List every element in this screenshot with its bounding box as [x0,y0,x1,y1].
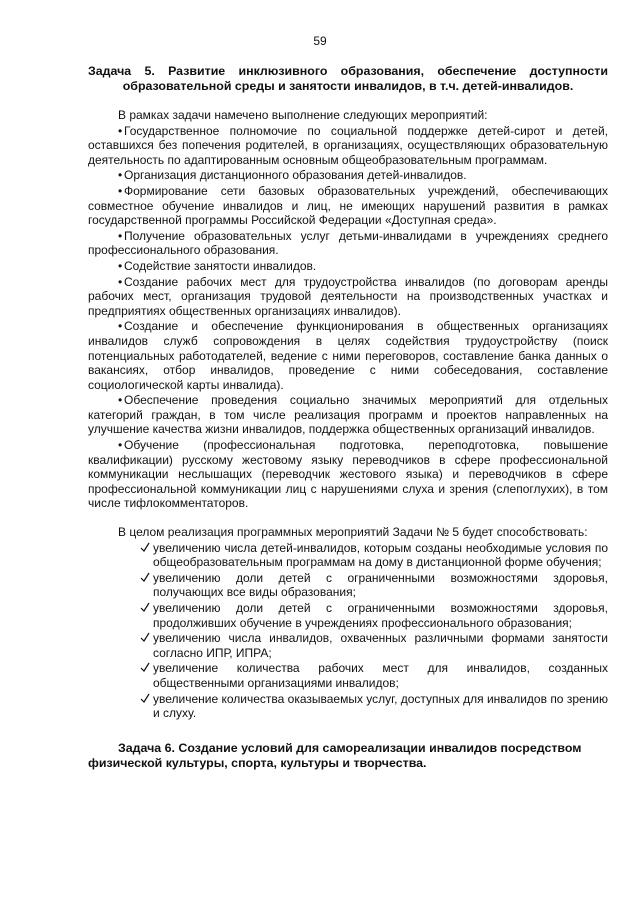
measure-item [88,259,608,274]
result-item-text: увеличению доли детей с ограниченными возможностями здоровья, продолживших обучение в учреждениях профессионального образования; [153,601,608,630]
result-item-text: увеличение количества оказываемых услуг, доступных для инвалидов по зрению и слуху. [153,691,608,721]
task5-results-list [88,541,608,721]
measure-item-text: Организация дистанционного образования детей-инвалидов. [124,168,467,183]
result-item [140,601,608,630]
measure-item [88,184,608,228]
measure-item [88,168,608,183]
bullet-icon: • [118,438,123,453]
bullet-icon: • [118,319,123,334]
measure-item-text: Получение образовательных услуг детьми-инвалидами в учреждениях среднего профессионального образования. [88,228,608,258]
measure-item-text: Обеспечение проведения социально значимых мероприятий для отдельных категорий граждан, в том числе реализация программ и проектов направленных на улучшение качества жизни инвалидов, поддержка общественных организаций инвалидов. [88,393,608,437]
bullet-icon: • [118,393,123,408]
result-item-text: увеличение количества рабочих мест для инвалидов, созданных общественными организациями инвалидов; [153,661,608,690]
check-icon [140,631,150,643]
task6-heading: Задача 6. Создание условий для самореализации инвалидов посредством физической культуры, спорта, культуры и творчества. [88,740,582,770]
result-item [140,661,608,690]
page-number: 59 [313,34,327,48]
bullet-icon: • [118,258,123,273]
measure-item [88,319,608,392]
bullet-icon: • [118,168,123,183]
result-item [140,541,608,570]
measure-item-text: Государственное полномочие по социальной поддержке детей-сирот и детей, оставшихся без попечения родителей, в организациях, осуществляющих образовательную деятельность по адаптированным основным общеобразовательным программам. [88,123,608,167]
measure-item [88,393,608,437]
result-item-text: увеличению доли детей с ограниченными возможностями здоровья, получающих все виды образования; [153,570,608,600]
measure-item-text: Создание рабочих мест для трудоустройства инвалидов (по договорам аренды рабочих мест, организация трудовой деятельности на производственных участках и предприятиях общественных организациях инвалидов). [88,274,608,318]
task5-intro: В рамках задачи намечено выполнение следующих мероприятий: [118,108,488,122]
page-content [88,64,608,771]
check-icon [140,692,150,704]
check-icon [140,601,150,613]
task5-heading: Задача 5. Развитие инклюзивного образования, обеспечение доступности образовательной среды и занятости инвалидов, в т.ч. детей-инвалидов. [88,64,608,93]
task5-measures-list [88,124,608,511]
measure-item-text: Содействие занятости инвалидов. [124,258,317,273]
measure-item [88,275,608,319]
check-icon [140,571,150,583]
measure-item [88,229,608,258]
result-item [140,571,608,600]
result-item-text: увеличению числа инвалидов, охваченных различными формами занятости согласно ИПР, ИПРА; [153,631,608,660]
check-icon [140,541,150,553]
result-item-text: увеличению числа детей-инвалидов, которым созданы необходимые условия по общеобразовательным программам на дому в дистанционной форме обучения; [153,540,608,570]
measure-item [88,124,608,168]
check-icon [140,661,150,673]
bullet-icon: • [118,274,123,289]
bullet-icon: • [118,123,123,138]
result-item [140,692,608,721]
bullet-icon: • [118,228,123,243]
measure-item [88,438,608,511]
measure-item-text: Формирование сети базовых образовательных учреждений, обеспечивающих совместное обучение инвалидов и лиц, не имеющих нарушений развития в рамках государственной программы Российской Федерации «Доступная среда». [88,183,608,228]
result-item [140,631,608,660]
bullet-icon: • [118,183,123,198]
measure-item-text: Создание и обеспечение функционирования в общественных организациях инвалидов служб сопровождения в целях содействия трудоустройству (поиск потенциальных работодателей, ведение с ними переговоров, составление банка данных о вакансиях, отбор инвалидов, проведение с ними собеседования, составление социологической карты инвалида). [88,319,608,392]
measure-item-text: Обучение (профессиональная подготовка, переподготовка, повышение квалификации) русскому жестовому языку переводчиков в сфере профессиональной коммуникации неслышащих (переводчик жестового языка) и переводчиков в сфере профессиональной коммуникации лиц с нарушениями слуха и зрения (слепоглухих), в том числе тифлокомментаторов. [88,438,608,511]
task5-summary: В целом реализация программных мероприятий Задачи № 5 будет способствовать: [118,525,588,540]
